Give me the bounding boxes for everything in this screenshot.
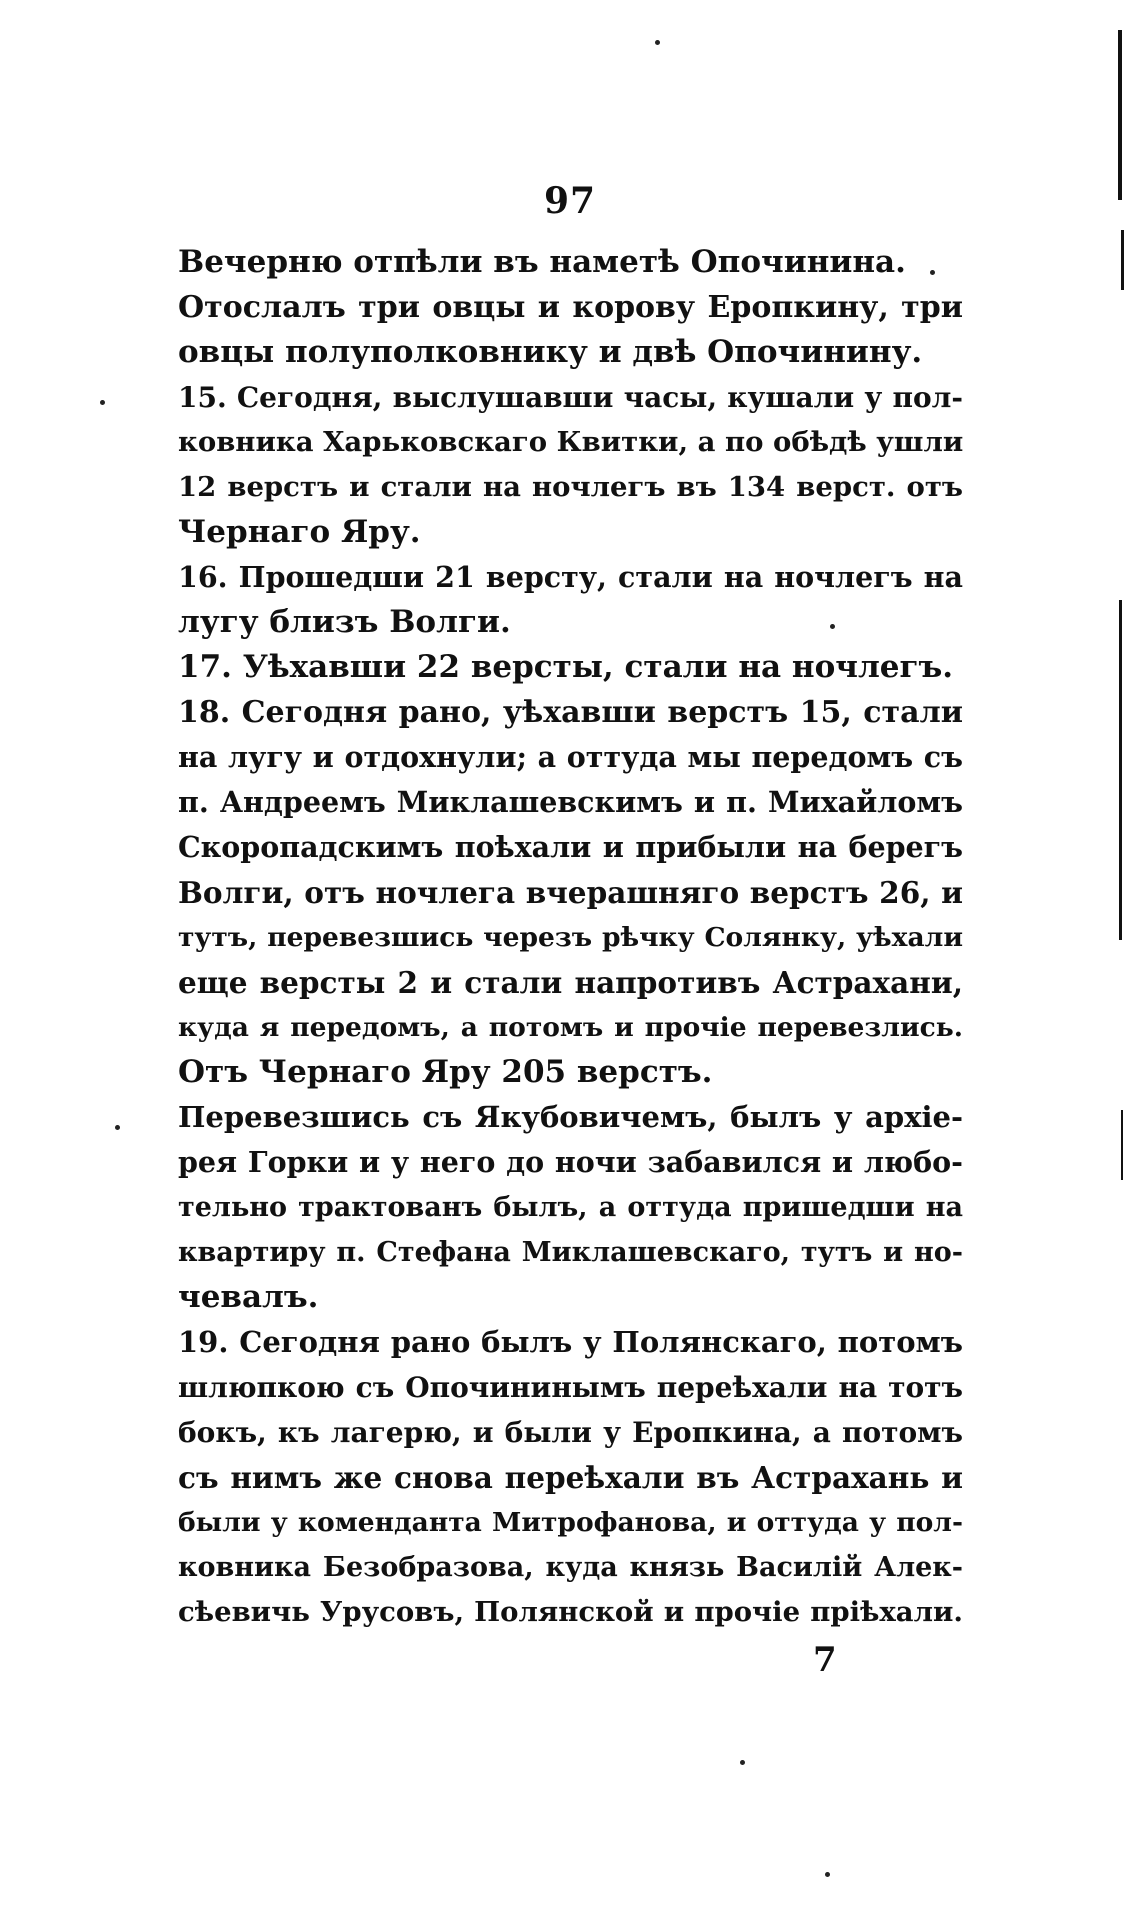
text-line: ковника Харьковскаго Квитки, а по обѣдѣ ушли <box>178 426 964 458</box>
paragraph <box>178 285 963 375</box>
text-line: 16. Прошедши 21 версту, стали на ночлегъ на <box>178 560 963 594</box>
print-speck <box>830 624 835 629</box>
text-line: тельно трактованъ былъ, а оттуда пришедши на <box>178 1192 963 1223</box>
print-speck <box>100 400 105 405</box>
print-speck <box>930 270 935 275</box>
text-line: 18. Сегодня рано, уѣхавши верстъ 15, стали <box>178 695 963 730</box>
page-number: 97 <box>543 180 597 222</box>
text-line: п. Андреемъ Миклашевскимъ и п. Михайломъ <box>178 785 963 819</box>
print-speck <box>655 40 660 45</box>
text-line: овцы полуполковнику и двѣ Опочинину. <box>178 334 923 370</box>
paragraph <box>178 375 963 555</box>
paragraph <box>178 1320 963 1635</box>
page-edge-mark <box>1119 600 1122 940</box>
text-line: Отъ Чернаго Яру 205 верстъ. <box>178 1054 713 1090</box>
text-line: были у коменданта Митрофанова, и оттуда у пол- <box>178 1507 963 1538</box>
text-line: еще версты 2 и стали напротивъ Астрахани, <box>178 965 963 1000</box>
text-line: лугу близъ Волги. <box>178 604 511 640</box>
page-edge-mark <box>1121 1110 1123 1180</box>
paragraph <box>178 555 963 645</box>
text-line: Скоропадскимъ поѣхали и прибыли на берегъ <box>178 830 963 864</box>
text-line: съ нимъ же снова переѣхали въ Астрахань и <box>178 1460 963 1495</box>
paragraph <box>178 690 963 1095</box>
text-line: чевалъ. <box>178 1279 319 1315</box>
text-line: сѣевичь Урусовъ, Полянской и прочіе пріѣхали. <box>178 1596 963 1628</box>
text-line: Волги, отъ ночлега вчерашняго верстъ 26, и <box>178 875 963 910</box>
paragraph <box>178 1095 963 1320</box>
text-line: ковника Безобразова, куда князь Василій Алек- <box>178 1552 963 1583</box>
paragraph <box>178 645 963 690</box>
text-line: тутъ, перевезшись черезъ рѣчку Солянку, уѣхали <box>178 922 963 953</box>
text-line: Перевезшись съ Якубовичемъ, былъ у архіе- <box>178 1100 963 1134</box>
text-line: Вечерню отпѣли въ наметѣ Опочинина. <box>178 244 906 280</box>
print-speck <box>825 1872 830 1877</box>
text-line: 17. Уѣхавши 22 версты, стали на ночлегъ. <box>178 649 954 685</box>
paragraph <box>178 240 963 285</box>
print-speck <box>740 1760 745 1765</box>
text-line: 12 верстъ и стали на ночлегъ въ 134 верст. отъ <box>178 471 963 503</box>
body-text <box>178 240 963 1635</box>
text-line: 19. Сегодня рано былъ у Полянскаго, потомъ <box>178 1325 963 1359</box>
text-line: куда я передомъ, а потомъ и прочіе перевезлись. <box>178 1012 963 1043</box>
text-line: шлюпкою съ Опочининымъ переѣхали на тотъ <box>178 1371 963 1404</box>
text-line: рея Горки и у него до ночи забавился и любо- <box>178 1145 963 1179</box>
text-line: Отослалъ три овцы и корову Еропкину, три <box>178 290 963 325</box>
page-edge-mark <box>1121 230 1124 290</box>
text-line: 15. Сегодня, выслушавши часы, кушали у пол- <box>178 381 963 414</box>
text-line: Чернаго Яру. <box>178 514 421 550</box>
text-line: квартиру п. Стефана Миклашевскаго, тутъ и но- <box>178 1237 963 1268</box>
signature-mark: 7 <box>813 1640 837 1680</box>
text-line: на лугу и отдохнули; а оттуда мы передомъ съ <box>178 740 963 774</box>
text-line: бокъ, къ лагерю, и были у Еропкина, а потомъ <box>178 1416 963 1449</box>
print-speck <box>115 1125 120 1130</box>
page-edge-mark <box>1118 30 1122 200</box>
